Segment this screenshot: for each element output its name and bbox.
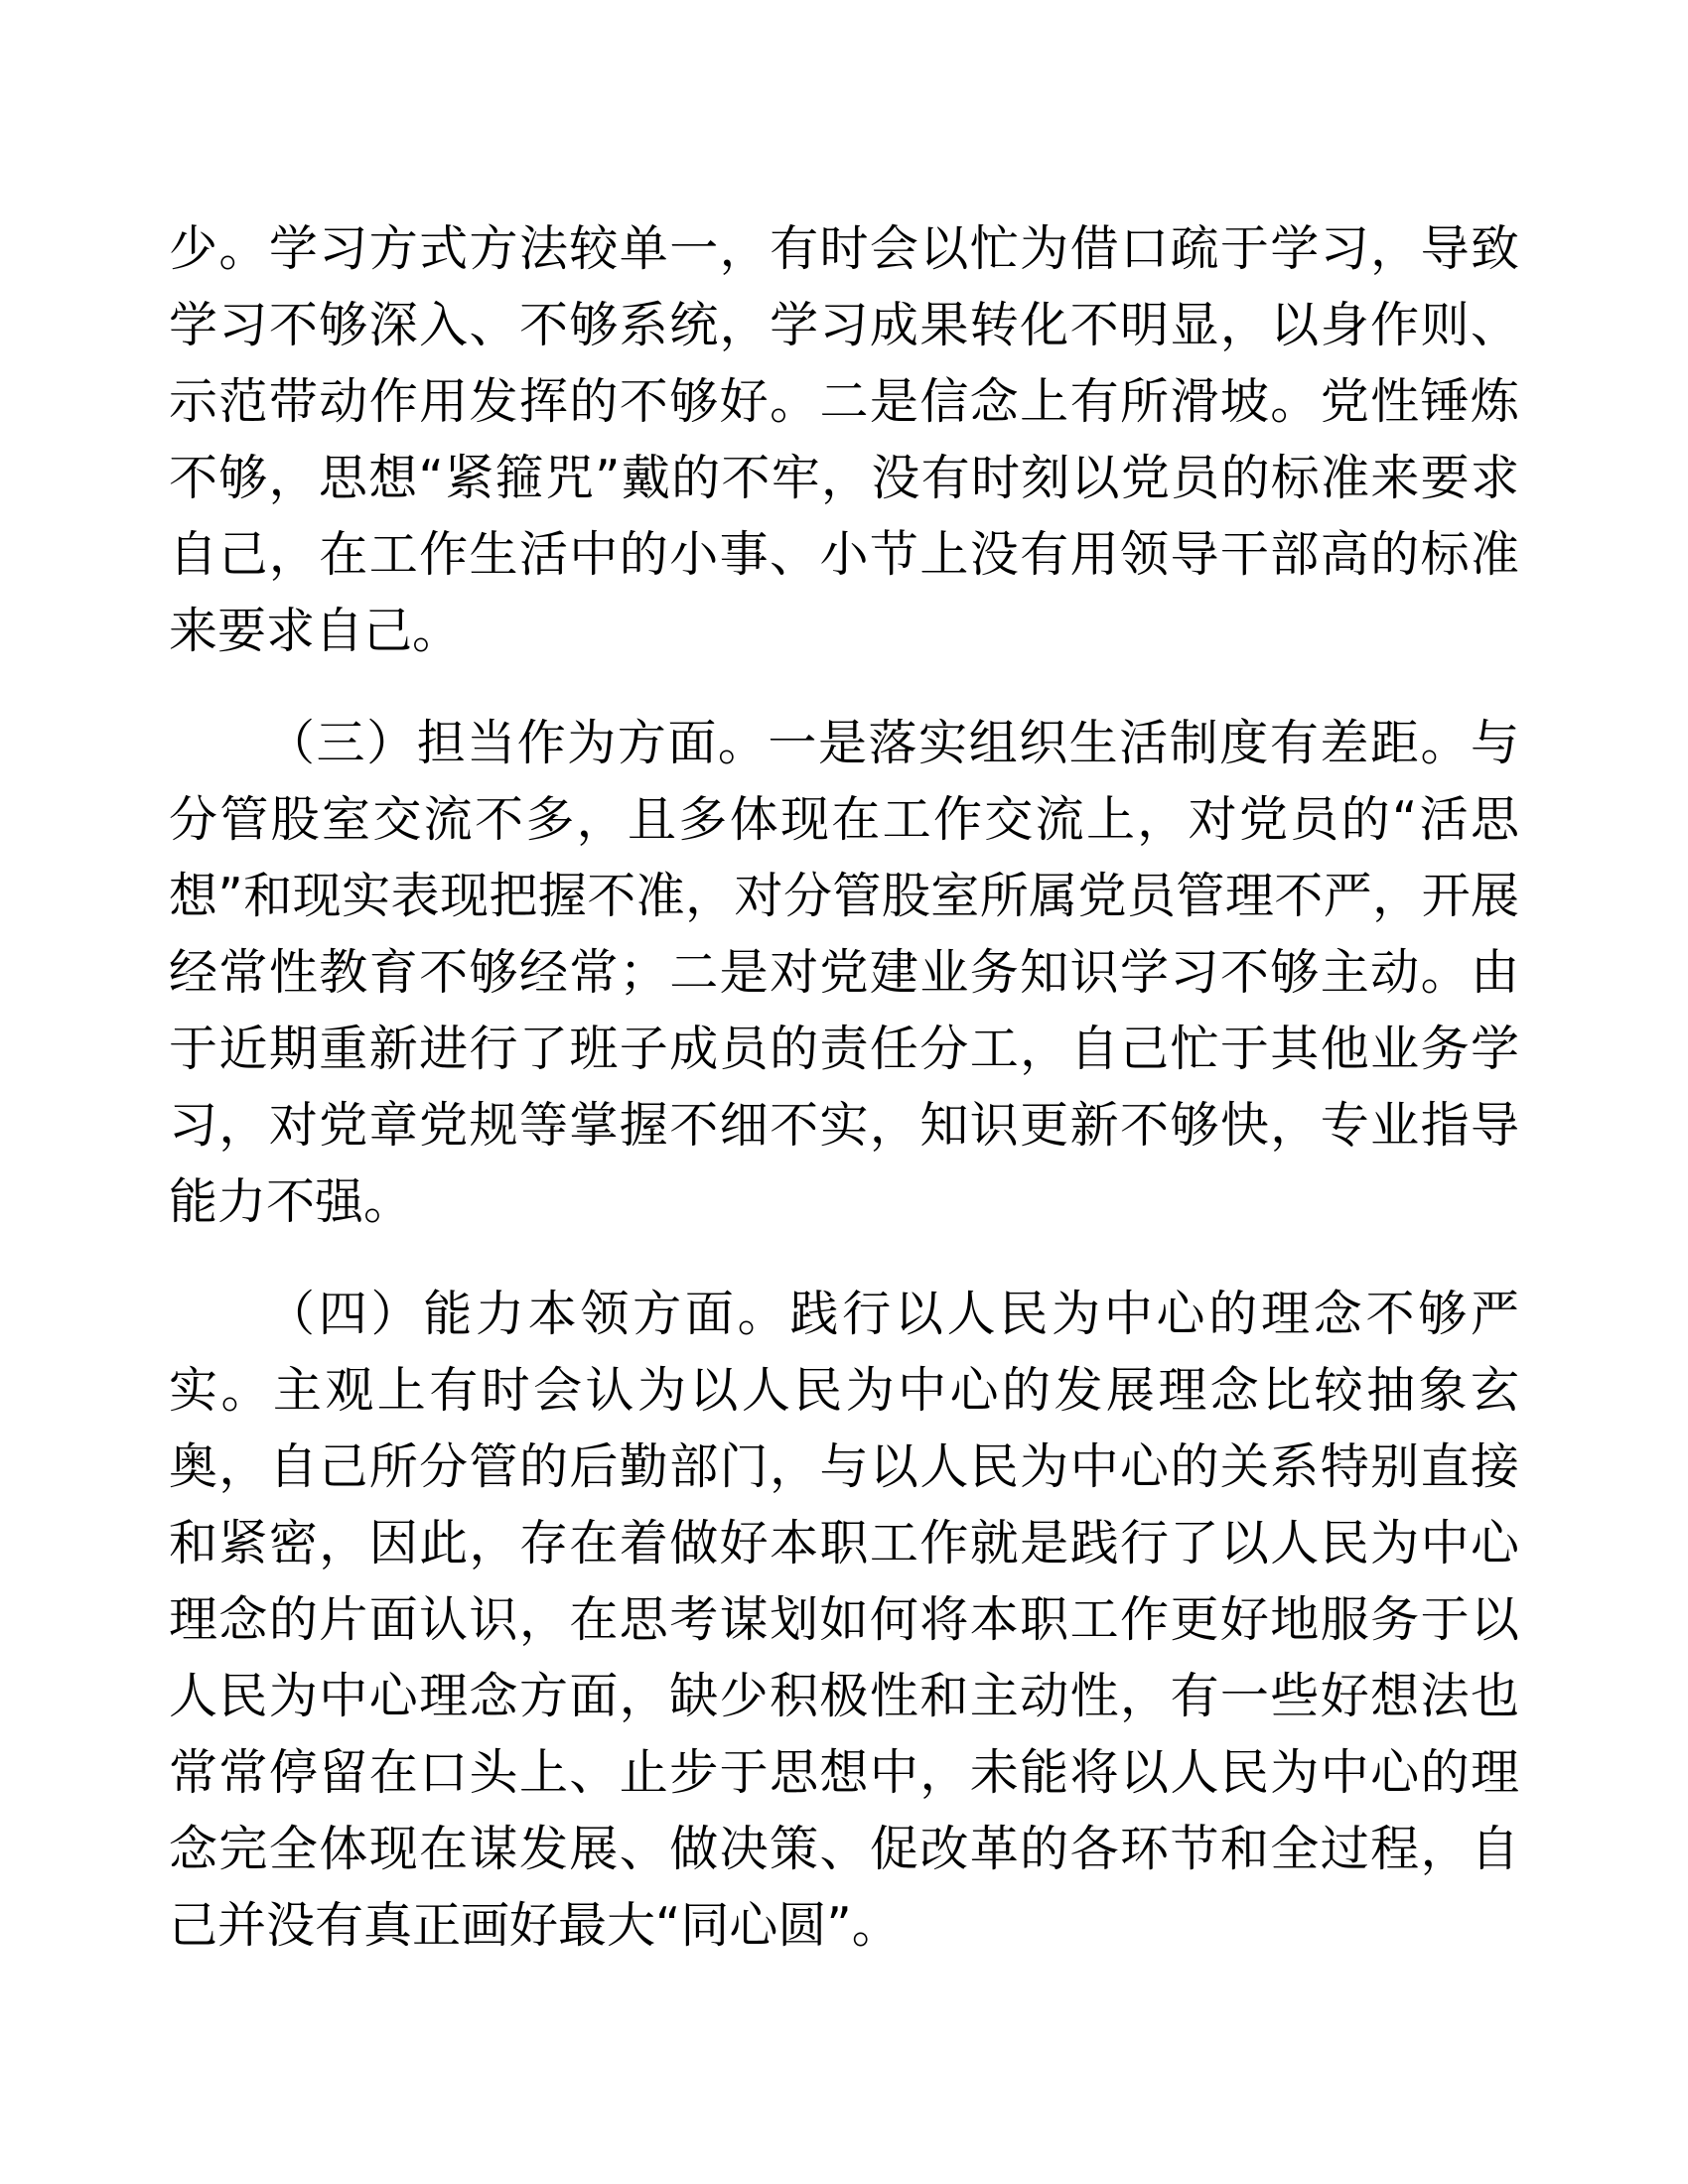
document-body (169, 210, 1519, 1964)
paragraph-continuation: 少。学习方式方法较单一，有时会以忙为借口疏于学习，导致学习不够深入、不够系统，学习成果转化不明显，以身作则、示范带动作用发挥的不够好。二是信念上有所滑坡。党性锤炼不够，思想“紧箍咒”戴的不牢，没有时刻以党员的标准来要求自己，在工作生活中的小事、小节上没有用领导干部高的标准来要求自己。 (169, 220, 1519, 659)
paragraph-section-four: （四）能力本领方面。践行以人民为中心的理念不够严实。主观上有时会认为以人民为中心的发展理念比较抽象玄奥，自己所分管的后勤部门，与以人民为中心的关系特别直接和紧密，因此，存在着做好本职工作就是践行了以人民为中心理念的片面认识，在思考谋划如何将本职工作更好地服务于以人民为中心理念方面，缺少积极性和主动性，有一些好想法也常常停留在口头上、止步于思想中，未能将以人民为中心的理念完全体现在谋发展、做决策、促改革的各环节和全过程，自己并没有真正画好最大“同心圆”。 (169, 1286, 1519, 1954)
paragraph-section-three: （三）担当作为方面。一是落实组织生活制度有差距。与分管股室交流不多，且多体现在工作交流上，对党员的“活思想”和现实表现把握不准，对分管股室所属党员管理不严，开展经常性教育不够经常；二是对党建业务知识学习不够主动。由于近期重新进行了班子成员的责任分工，自己忙于其他业务学习，对党章党规等掌握不细不实，知识更新不够快，专业指导能力不强。 (169, 715, 1519, 1230)
